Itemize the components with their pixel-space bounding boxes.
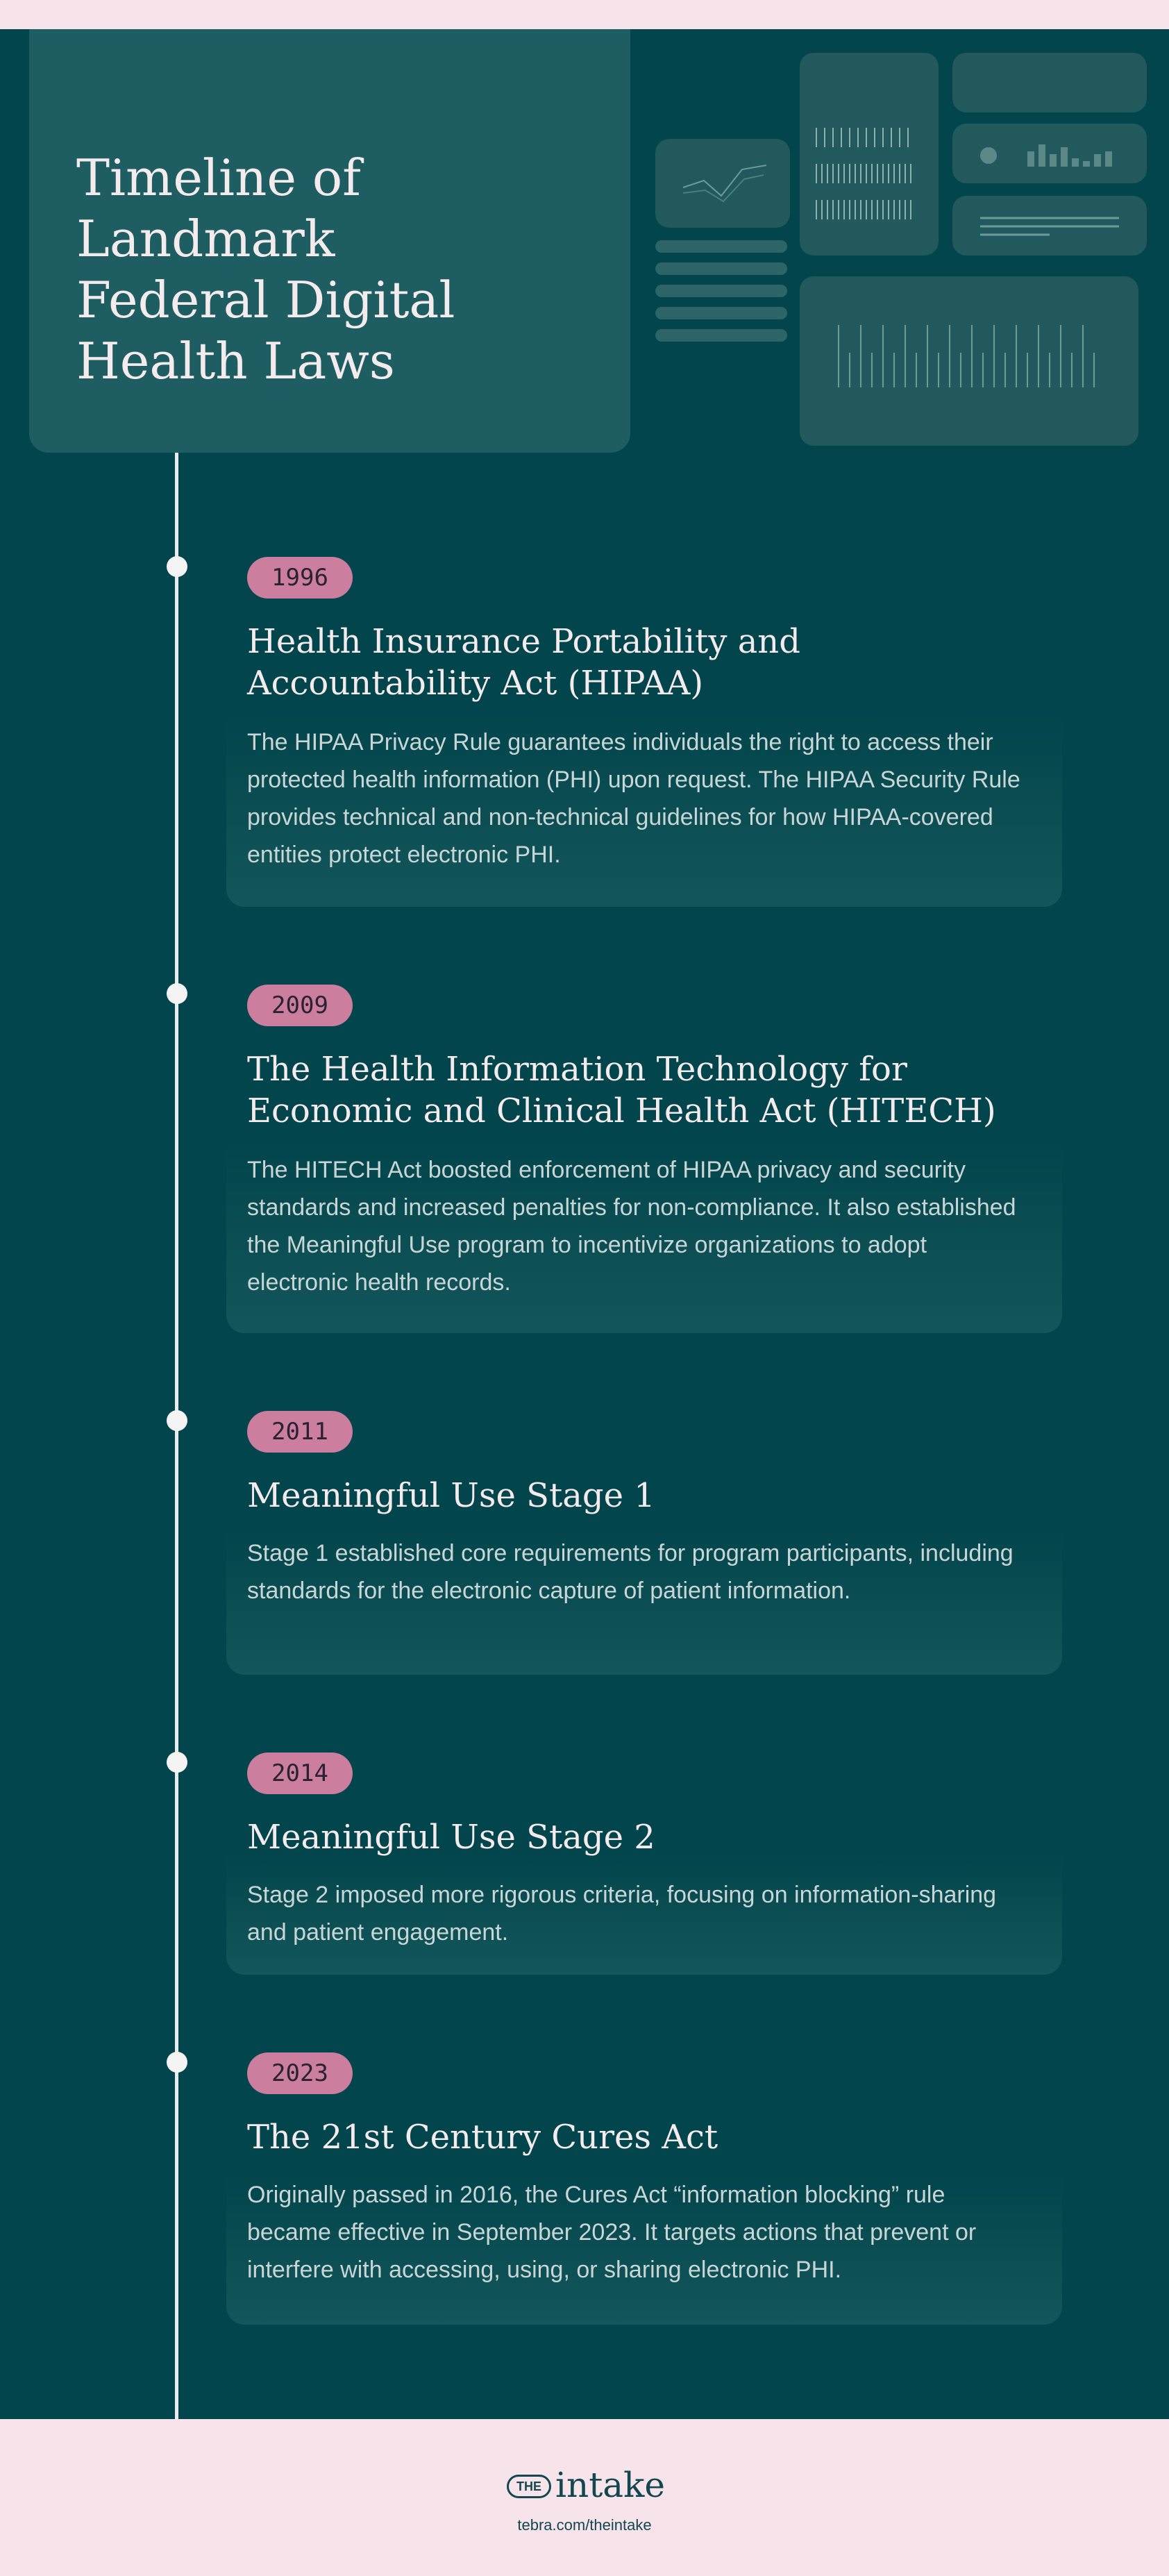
footer-url-link[interactable]: tebra.com/theintake [517, 2516, 652, 2534]
event-description: The HIPAA Privacy Rule guarantees individuals the right to access their protected health information (PHI) upon request. The HIPAA Security Rule provides technical and non-technical guidelines for how HIPAA-covered entities protect electronic PHI. [247, 729, 1020, 868]
timeline-dot [167, 983, 187, 1004]
event-title: Meaningful Use Stage 2 [247, 1818, 655, 1857]
timeline-section [0, 29, 1169, 2419]
title-line: Federal Digital [76, 271, 455, 329]
event-description: Stage 1 established core requirements for program participants, including standards for the electronic capture of patient information. [247, 1540, 1014, 1604]
the-intake-logo[interactable] [507, 2465, 665, 2505]
year-badge: 2009 [247, 985, 353, 1026]
timeline-event [226, 2052, 1062, 2325]
deco-bar [655, 285, 787, 297]
title-line: Timeline of Landmark [76, 149, 361, 268]
deco-bar [655, 307, 787, 319]
deco-bar [655, 329, 787, 342]
line-chart-icon [655, 139, 790, 228]
year-badge: 2014 [247, 1753, 353, 1794]
bar-chart-icon [952, 124, 1147, 183]
event-title: Health Insurance Portability and Accountability Act (HIPAA) [247, 622, 800, 703]
event-title: The Health Information Technology for Economic and Clinical Health Act (HITECH) [247, 1050, 996, 1130]
timeline-dot [167, 2052, 187, 2073]
timeline-dot [167, 556, 187, 577]
timeline-line [175, 453, 178, 2419]
event-title: Meaningful Use Stage 1 [247, 1476, 655, 1515]
deco-bar [655, 262, 787, 275]
bar-chart-widget [952, 124, 1147, 183]
timeline-event [226, 557, 1062, 907]
year-badge: 2023 [247, 2052, 353, 2094]
event-description: Stage 2 imposed more rigorous criteria, focusing on information-sharing and patient engagement. [247, 1882, 997, 1946]
summary-widget [952, 53, 1147, 112]
title-line: Health Laws [76, 332, 395, 390]
timeline-event [226, 1753, 1062, 1975]
line-chart-widget [655, 139, 790, 228]
footer [0, 2419, 1169, 2576]
event-title: The 21st Century Cures Act [247, 2118, 718, 2157]
spike-chart-icon [800, 276, 1138, 446]
logo-wordmark: intake [555, 2465, 665, 2505]
year-badge: 2011 [247, 1411, 353, 1453]
timeline-chart-widget [800, 276, 1138, 446]
text-widget [952, 196, 1147, 256]
waveform-icon [800, 53, 939, 256]
timeline-event [226, 985, 1062, 1333]
event-description: The HITECH Act boosted enforcement of HIPAA privacy and security standards and increased penalties for non-compliance. It also established the Meaningful Use program to incentivize organizations to adopt electronic health records. [247, 1157, 1016, 1296]
deco-bar [655, 240, 787, 253]
page-title [76, 147, 618, 392]
waveform-widget [800, 53, 939, 256]
timeline-dot [167, 1410, 187, 1431]
event-description: Originally passed in 2016, the Cures Act “information blocking” rule became effective in September 2023. It targets actions that prevent or interfere with accessing, using, or sharing electronic PHI. [247, 2182, 977, 2283]
logo-the-badge: THE [507, 2475, 551, 2498]
timeline-dot [167, 1752, 187, 1773]
year-badge: 1996 [247, 557, 353, 599]
text-lines-icon [952, 196, 1147, 256]
timeline-event [226, 1411, 1062, 1675]
title-card [29, 29, 630, 453]
